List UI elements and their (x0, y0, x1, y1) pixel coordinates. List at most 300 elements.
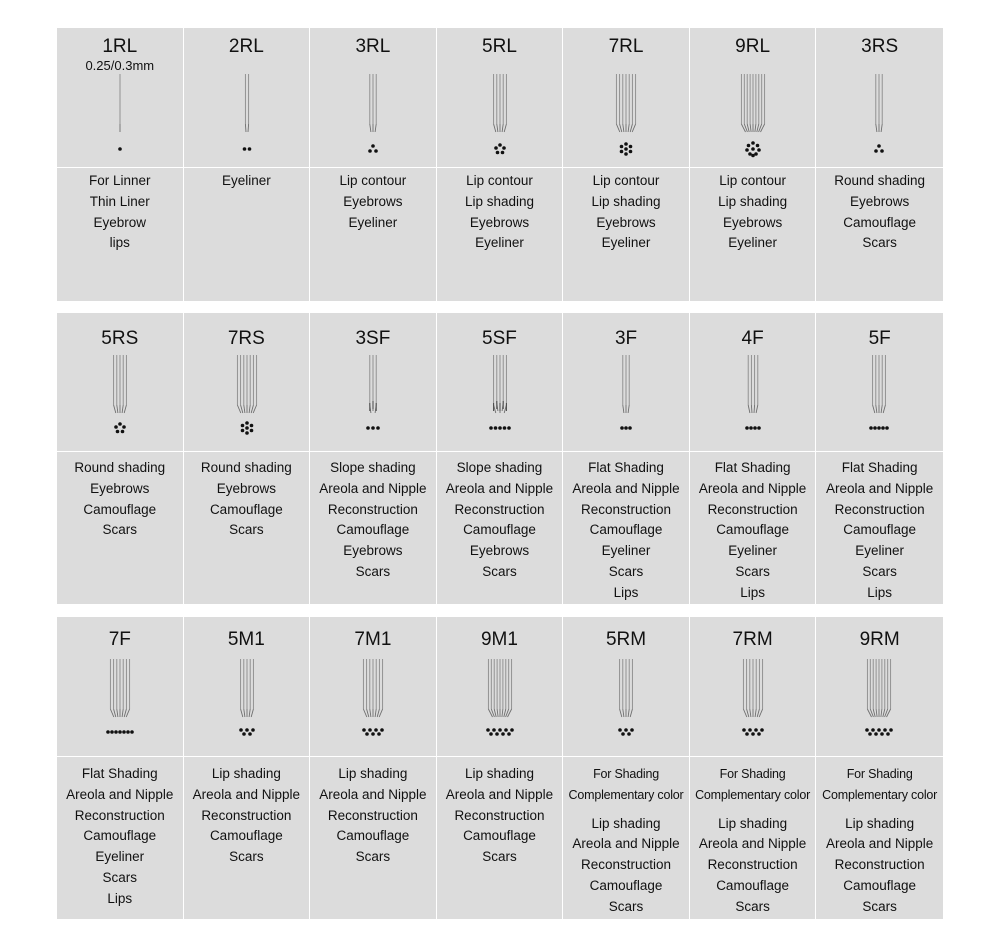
needle-tip (122, 709, 123, 717)
needle-group-graphic (57, 74, 183, 161)
needle-dot (884, 728, 888, 732)
needle-dot (504, 728, 508, 732)
use-item: Reconstruction (454, 807, 545, 823)
use-item: Lips (867, 584, 893, 600)
use-item: Camouflage (716, 522, 789, 538)
needle-dot (242, 147, 246, 151)
needle-tip (245, 124, 246, 132)
use-item: Eyebrows (596, 214, 656, 230)
needle-tip (874, 709, 876, 717)
use-item: Camouflage (843, 877, 917, 893)
needle-tip (628, 124, 629, 132)
uses-cell (310, 452, 437, 604)
needle-cell (563, 313, 690, 452)
needle-tip (114, 405, 116, 413)
needle-tip (630, 709, 632, 717)
use-item: Areola and Nipple (319, 480, 427, 496)
needle-dot (890, 728, 894, 732)
needle-dot (501, 732, 505, 736)
needle-dot (620, 426, 624, 430)
needle-cell (690, 617, 817, 757)
needle-cell (57, 28, 184, 168)
needle-tip (126, 709, 129, 717)
needle-dot (126, 730, 130, 734)
needle-cell (57, 617, 184, 757)
needle-type-label: 5RM (605, 629, 647, 650)
needle-tip (881, 405, 882, 413)
use-item: Areola and Nipple (825, 480, 934, 496)
needle-dot (371, 144, 375, 148)
needle-tip (617, 124, 620, 132)
needle-dot (751, 141, 755, 145)
needle-tip (746, 709, 748, 717)
needle-dot (116, 430, 120, 434)
use-item: Thin Liner (89, 193, 150, 209)
use-item: Scars (102, 522, 138, 538)
needle-dot (866, 728, 870, 732)
needle-group-graphic (563, 659, 689, 744)
use-item: Camouflage (463, 828, 536, 844)
needle-dot (875, 149, 879, 153)
needle-dot (757, 732, 761, 736)
needle-dot (489, 426, 493, 430)
use-item: Scars (608, 563, 644, 579)
use-item: Round shading (834, 173, 926, 188)
uses-cell (310, 757, 437, 919)
use-item: Eyeliner (348, 214, 398, 230)
use-item: Scars (735, 898, 770, 914)
needle-tip (124, 405, 126, 413)
shading-note: For Shading (719, 767, 786, 781)
needle-dot (110, 730, 114, 734)
needle-type-label: 5RL (482, 36, 517, 57)
needle-dot (118, 422, 122, 426)
use-item: Camouflage (83, 828, 157, 844)
needle-dot (245, 728, 249, 732)
needle-tip (375, 124, 376, 132)
needle-dot (882, 426, 886, 430)
needle-tip (759, 709, 762, 717)
needle-tip (628, 709, 629, 717)
needle-tip (757, 709, 759, 717)
use-item: Eyeliner (601, 235, 651, 251)
needle-tip (876, 709, 877, 717)
needle-group-graphic (437, 659, 563, 744)
needle-dot (493, 426, 497, 430)
needle-dot (748, 728, 752, 732)
needle-tip (117, 405, 118, 413)
needle-dot (502, 426, 506, 430)
needle-dot (374, 149, 378, 153)
needle-cell (563, 617, 690, 757)
use-item: Eyeliner (728, 543, 777, 559)
needle-dot (887, 732, 891, 736)
needle-type-label: 5F (868, 328, 891, 349)
needle-tip (750, 709, 751, 717)
needle-dot (869, 732, 873, 736)
needle-tip (630, 124, 632, 132)
needle-dot (498, 728, 502, 732)
use-item: Flat Shading (714, 460, 791, 475)
use-item: Lip shading (338, 766, 408, 781)
needle-cell (816, 313, 943, 452)
needle-tip (370, 124, 371, 132)
use-item: Reconstruction (581, 857, 672, 873)
needle-tip (110, 709, 113, 717)
uses-cell (816, 757, 943, 919)
needle-type-label: 1RL (102, 36, 138, 57)
needle-dot (118, 147, 122, 151)
use-item: Lip shading (845, 815, 915, 831)
needle-dot (620, 150, 624, 154)
needle-tip (873, 405, 875, 413)
use-item: Reconstruction (834, 857, 925, 873)
needle-group-graphic (816, 659, 942, 744)
needle-tip (881, 709, 882, 717)
needle-dot (121, 430, 125, 434)
use-item: Eyeliner (601, 543, 651, 559)
needle-dot (881, 149, 885, 153)
needle-tip (364, 709, 367, 717)
needle-dot (492, 728, 496, 732)
use-item: Areola and Nipple (66, 786, 174, 802)
needle-tip (240, 405, 242, 413)
needle-tip (623, 124, 624, 132)
needle-dot (122, 730, 126, 734)
needle-dot (502, 146, 506, 150)
needle-dot (489, 732, 493, 736)
needle-dot (242, 732, 246, 736)
needle-dot (751, 154, 755, 158)
needle-type-label: 3RS (861, 36, 899, 57)
needle-row (57, 617, 943, 757)
needle-tip (876, 405, 877, 413)
needle-dot (374, 728, 378, 732)
needle-tip (754, 405, 755, 413)
needle-dot (248, 732, 252, 736)
needle-dot (881, 732, 885, 736)
needle-dot (751, 732, 755, 736)
use-item: Scars (862, 898, 897, 914)
needle-tip (750, 124, 751, 132)
needle-tip (243, 405, 244, 413)
needle-dot (507, 426, 511, 430)
needle-tip (251, 405, 253, 413)
use-item: Scars (735, 563, 770, 579)
needle-group-graphic (184, 74, 310, 161)
needle-group-graphic (690, 74, 816, 161)
use-item: Scars (608, 898, 644, 914)
needle-chart-row-3 (57, 617, 943, 919)
use-item: Slope shading (456, 460, 543, 475)
use-item: Flat Shading (841, 460, 918, 475)
needle-type-label: 7F (108, 629, 131, 650)
needle-dot (130, 730, 134, 734)
needle-tip (502, 124, 503, 132)
use-item: Camouflage (463, 522, 536, 538)
use-item: Camouflage (209, 501, 283, 517)
needle-dot (251, 728, 255, 732)
needle-group-graphic (310, 659, 436, 744)
uses-cell (184, 168, 311, 301)
needle-dot (751, 147, 755, 151)
needle-tip (243, 709, 244, 717)
needle-dot (245, 431, 249, 435)
use-item: Eyeliner (95, 849, 145, 865)
needle-dot (620, 145, 624, 149)
needle-dot (240, 429, 244, 433)
needle-dot (749, 426, 753, 430)
needle-dot (122, 425, 126, 429)
needle-cell (310, 313, 437, 452)
use-item: Eyeliner (221, 173, 271, 188)
use-item: Reconstruction (581, 501, 672, 517)
needle-dot (878, 144, 882, 148)
use-item: Areola and Nipple (572, 836, 680, 852)
needle-dot (742, 728, 746, 732)
needle-dot (377, 732, 381, 736)
use-item: Areola and Nipple (572, 480, 680, 496)
needle-dot (627, 732, 631, 736)
needle-dot (875, 732, 879, 736)
needle-tip (253, 405, 256, 413)
use-item: Scars (102, 869, 138, 885)
use-item: Scars (482, 563, 517, 579)
use-item: Eyeliner (855, 543, 905, 559)
needle-dot (757, 148, 761, 152)
needle-type-label: 7RS (227, 328, 265, 349)
needle-dot (507, 732, 511, 736)
needle-tip (124, 709, 126, 717)
use-item: lips (109, 235, 130, 251)
shading-note: For Shading (846, 767, 913, 781)
needle-tip (743, 709, 746, 717)
use-item: Lip shading (464, 193, 534, 209)
needle-dot (745, 732, 749, 736)
use-item: Reconstruction (707, 501, 798, 517)
needle-dot (368, 149, 372, 153)
needle-group-graphic (563, 74, 689, 161)
needle-type-label: 2RL (228, 36, 264, 57)
needle-type-label: 3RL (355, 36, 391, 57)
needle-dot (629, 150, 633, 154)
uses-cell (816, 452, 943, 604)
needle-tip (620, 124, 622, 132)
needle-tip (503, 709, 505, 717)
use-item: Eyebrows (343, 543, 403, 559)
needle-tip (367, 709, 369, 717)
needle-group-graphic (184, 355, 310, 440)
use-item: Camouflage (843, 214, 917, 230)
use-item: Camouflage (83, 501, 157, 517)
use-item: Eyebrows (722, 214, 783, 230)
needle-group-graphic (437, 355, 563, 440)
use-item: Lips (107, 890, 133, 906)
uses-cell (690, 757, 817, 919)
uses-cell (563, 168, 690, 301)
needle-tip (122, 405, 123, 413)
needle-tip (114, 709, 116, 717)
needle-cell (310, 617, 437, 757)
use-item: Round shading (74, 460, 166, 475)
needle-cell (690, 28, 817, 168)
needle-dot (878, 426, 882, 430)
uses-cell (690, 168, 817, 301)
needle-size-label: 0.25/0.3mm (85, 58, 155, 73)
uses-cell (437, 452, 564, 604)
use-item: Lip shading (591, 815, 661, 831)
use-item: Eyeliner (728, 235, 777, 251)
needle-dot (245, 421, 249, 425)
use-item: Eyebrows (469, 214, 530, 230)
needle-dot (365, 732, 369, 736)
needle-dot (745, 148, 749, 152)
use-item: Camouflage (209, 828, 283, 844)
needle-cell (816, 617, 943, 757)
needle-dot (376, 426, 380, 430)
uses-cell (437, 757, 564, 919)
use-item: Reconstruction (74, 807, 165, 823)
needle-dot (886, 426, 890, 430)
needle-dot (757, 426, 761, 430)
needle-cell (437, 28, 564, 168)
needle-tip (751, 405, 752, 413)
needle-group-graphic (816, 74, 942, 161)
shading-note: For Shading (593, 767, 659, 781)
needle-tip (755, 124, 756, 132)
use-item: Slope shading (330, 460, 416, 475)
use-item: Areola and Nipple (698, 480, 807, 496)
use-item: Scars (355, 849, 391, 865)
needle-tip (876, 124, 877, 132)
needle-tip (502, 709, 503, 717)
needle-type-label: 3F (614, 328, 638, 349)
uses-cell (57, 168, 184, 301)
uses-cell (57, 757, 184, 919)
use-item: Scars (355, 563, 391, 579)
needle-cell (310, 28, 437, 168)
needle-group-graphic (563, 355, 689, 440)
needle-cell (57, 313, 184, 452)
needle-cell (184, 617, 311, 757)
use-item: Eyebrows (90, 480, 150, 496)
use-item: Eyebrow (93, 214, 147, 230)
needle-dot (510, 728, 514, 732)
use-item: Lip shading (211, 766, 281, 781)
needle-cell (816, 28, 943, 168)
use-item: Camouflage (336, 522, 410, 538)
needle-tip (117, 709, 118, 717)
uses-cell (184, 757, 311, 919)
needle-dot (624, 147, 628, 151)
needle-cell (563, 28, 690, 168)
needle-group-graphic (184, 659, 310, 744)
uses-row (57, 452, 943, 604)
needle-group-graphic (57, 355, 183, 440)
use-item: Eyebrows (850, 193, 910, 209)
use-item: Camouflage (716, 877, 789, 893)
needle-chart-row-2 (57, 313, 943, 604)
uses-cell (437, 168, 564, 301)
needle-dot (874, 426, 878, 430)
use-item: Reconstruction (201, 807, 292, 823)
needle-dot (754, 728, 758, 732)
needle-dot (630, 728, 634, 732)
needle-tip (632, 124, 635, 132)
needle-dot (486, 728, 490, 732)
needle-group-graphic (816, 355, 942, 440)
use-item: Scars (229, 522, 264, 538)
needle-tip (748, 405, 750, 413)
needle-cell (690, 313, 817, 452)
use-item: Eyebrows (469, 543, 530, 559)
needle-group-graphic (57, 659, 183, 744)
needle-dot (500, 151, 504, 155)
uses-cell (690, 452, 817, 604)
needle-tip (237, 405, 240, 413)
needle-dot (628, 426, 632, 430)
needle-dot (618, 728, 622, 732)
needle-tip (620, 709, 622, 717)
uses-row (57, 168, 943, 301)
needle-tip (756, 405, 758, 413)
use-item: Reconstruction (327, 807, 418, 823)
needle-dot (362, 728, 366, 732)
needle-row (57, 313, 943, 452)
uses-cell (310, 168, 437, 301)
needle-cell (184, 28, 311, 168)
needle-type-label: 9RL (735, 36, 771, 57)
uses-row (57, 757, 943, 919)
needle-tip (240, 709, 242, 717)
needle-dot (753, 426, 757, 430)
needle-dot (240, 424, 244, 428)
needle-type-label: 5RS (101, 328, 139, 349)
needle-group-graphic (310, 74, 436, 161)
use-item: Lip contour (592, 173, 660, 188)
use-item: Camouflage (589, 877, 663, 893)
needle-dot (371, 732, 375, 736)
needle-tip (628, 405, 629, 413)
needle-row (57, 28, 943, 168)
needle-tip (377, 709, 379, 717)
use-item: Lip shading (718, 815, 788, 831)
needle-dot (245, 426, 249, 430)
needle-tip (884, 405, 886, 413)
use-item: Lips (740, 584, 765, 600)
use-item: Camouflage (589, 522, 663, 538)
needle-group-graphic (437, 74, 563, 161)
needle-tip (249, 709, 250, 717)
needle-dot (114, 425, 118, 429)
use-item: Lip shading (464, 766, 534, 781)
use-item: Eyebrows (216, 480, 276, 496)
needle-tip (747, 124, 749, 132)
needle-tip (755, 709, 756, 717)
needle-type-label: 4F (741, 328, 764, 349)
shading-note: Complementary color (822, 787, 938, 802)
needle-tip (249, 405, 250, 413)
needle-dot (745, 426, 749, 430)
needle-dot (371, 426, 375, 430)
uses-cell (563, 452, 690, 604)
use-item: Scars (482, 849, 517, 865)
needle-dot (624, 142, 628, 146)
needle-cell (184, 313, 311, 452)
use-item: Flat Shading (588, 460, 664, 475)
shading-note: Complementary color (568, 787, 684, 802)
needle-tip (623, 709, 624, 717)
